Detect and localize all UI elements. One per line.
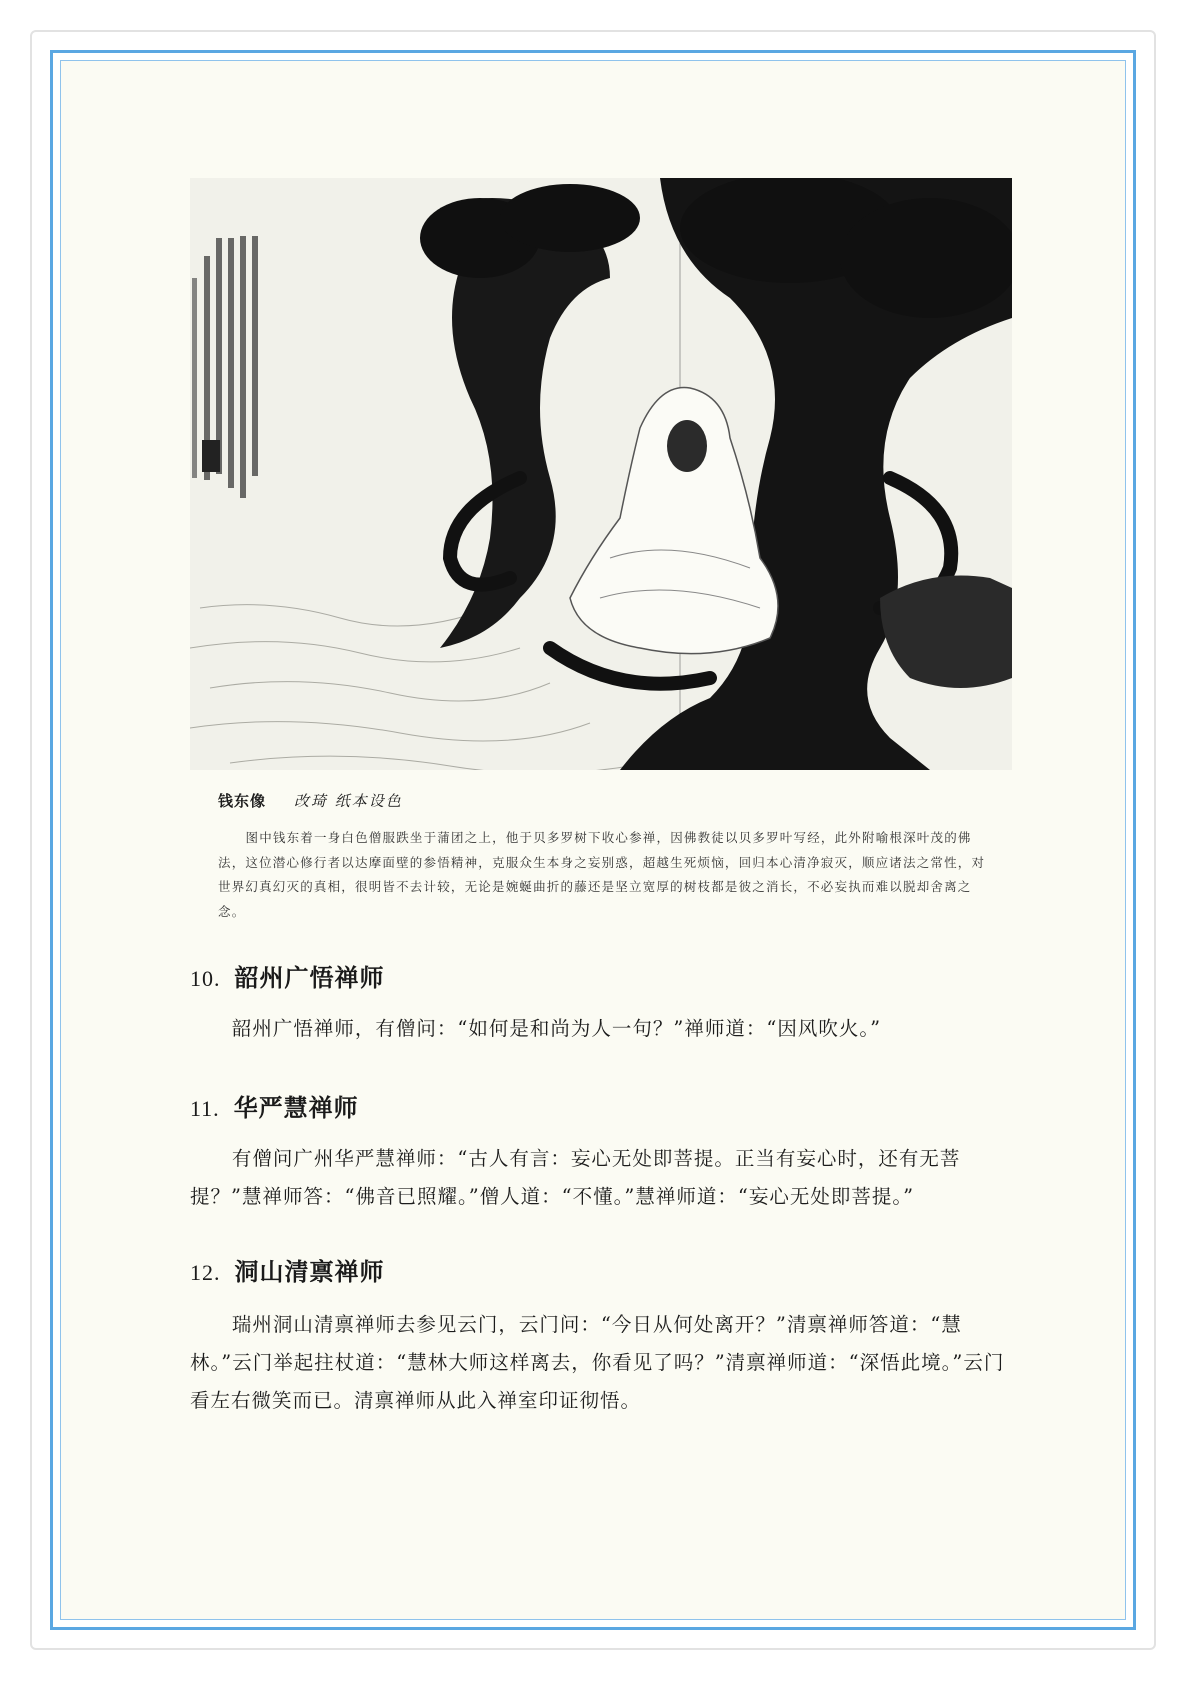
section-number: 11. (190, 1096, 220, 1121)
section-heading-12 (190, 1252, 385, 1287)
section-number: 12. (190, 1260, 221, 1285)
caption-subtitle: 改琦 纸本设色 (294, 792, 403, 810)
section-title: 华严慧禅师 (233, 1093, 359, 1122)
caption-title: 钱东像 (218, 792, 267, 810)
section-paragraph-12: 瑞州洞山清禀禅师去参见云门，云门问：“今日从何处离开？”清禀禅师答道：“慧林。”云门举起拄杖道：“慧林大师这样离去，你看见了吗？”清禀禅师道：“深悟此境。”云门看左右微笑而已。清禀禅师从此入禅室印证彻悟。 (190, 1313, 1005, 1412)
section-heading-11 (190, 1088, 359, 1123)
painting-illustration (190, 178, 1012, 770)
section-heading-10 (190, 958, 385, 993)
figure-caption (218, 790, 403, 811)
section-title: 洞山清禀禅师 (234, 1257, 385, 1286)
figure-description: 图中钱东着一身白色僧服跌坐于蒲团之上，他于贝多罗树下收心参禅，因佛教徒以贝多罗叶写经，此外附喻根深叶茂的佛法，这位潜心修行者以达摩面壁的参悟精神，克服众生本身之妄别惑，超越生死烦恼，回归本心清净寂灭，顺应诸法之常性，对世界幻真幻灭的真相，很明皆不去计较，无论是婉蜒曲折的藤还是坚立宽厚的树枝都是彼之消长，不必妄执而难以脱却舍离之念。 (218, 830, 986, 919)
ink-painting-figure (190, 178, 1012, 770)
section-paragraph-10: 韶州广悟禅师，有僧问：“如何是和尚为人一句？”禅师道：“因风吹火。” (231, 1017, 882, 1040)
section-title: 韶州广悟禅师 (234, 963, 385, 992)
section-number: 10. (190, 966, 221, 991)
section-paragraph-11: 有僧问广州华严慧禅师：“古人有言：妄心无处即菩提。正当有妄心时，还有无菩提？”慧禅师答：“佛音已照耀。”僧人道：“不懂。”慧禅师道：“妄心无处即菩提。” (190, 1147, 961, 1208)
